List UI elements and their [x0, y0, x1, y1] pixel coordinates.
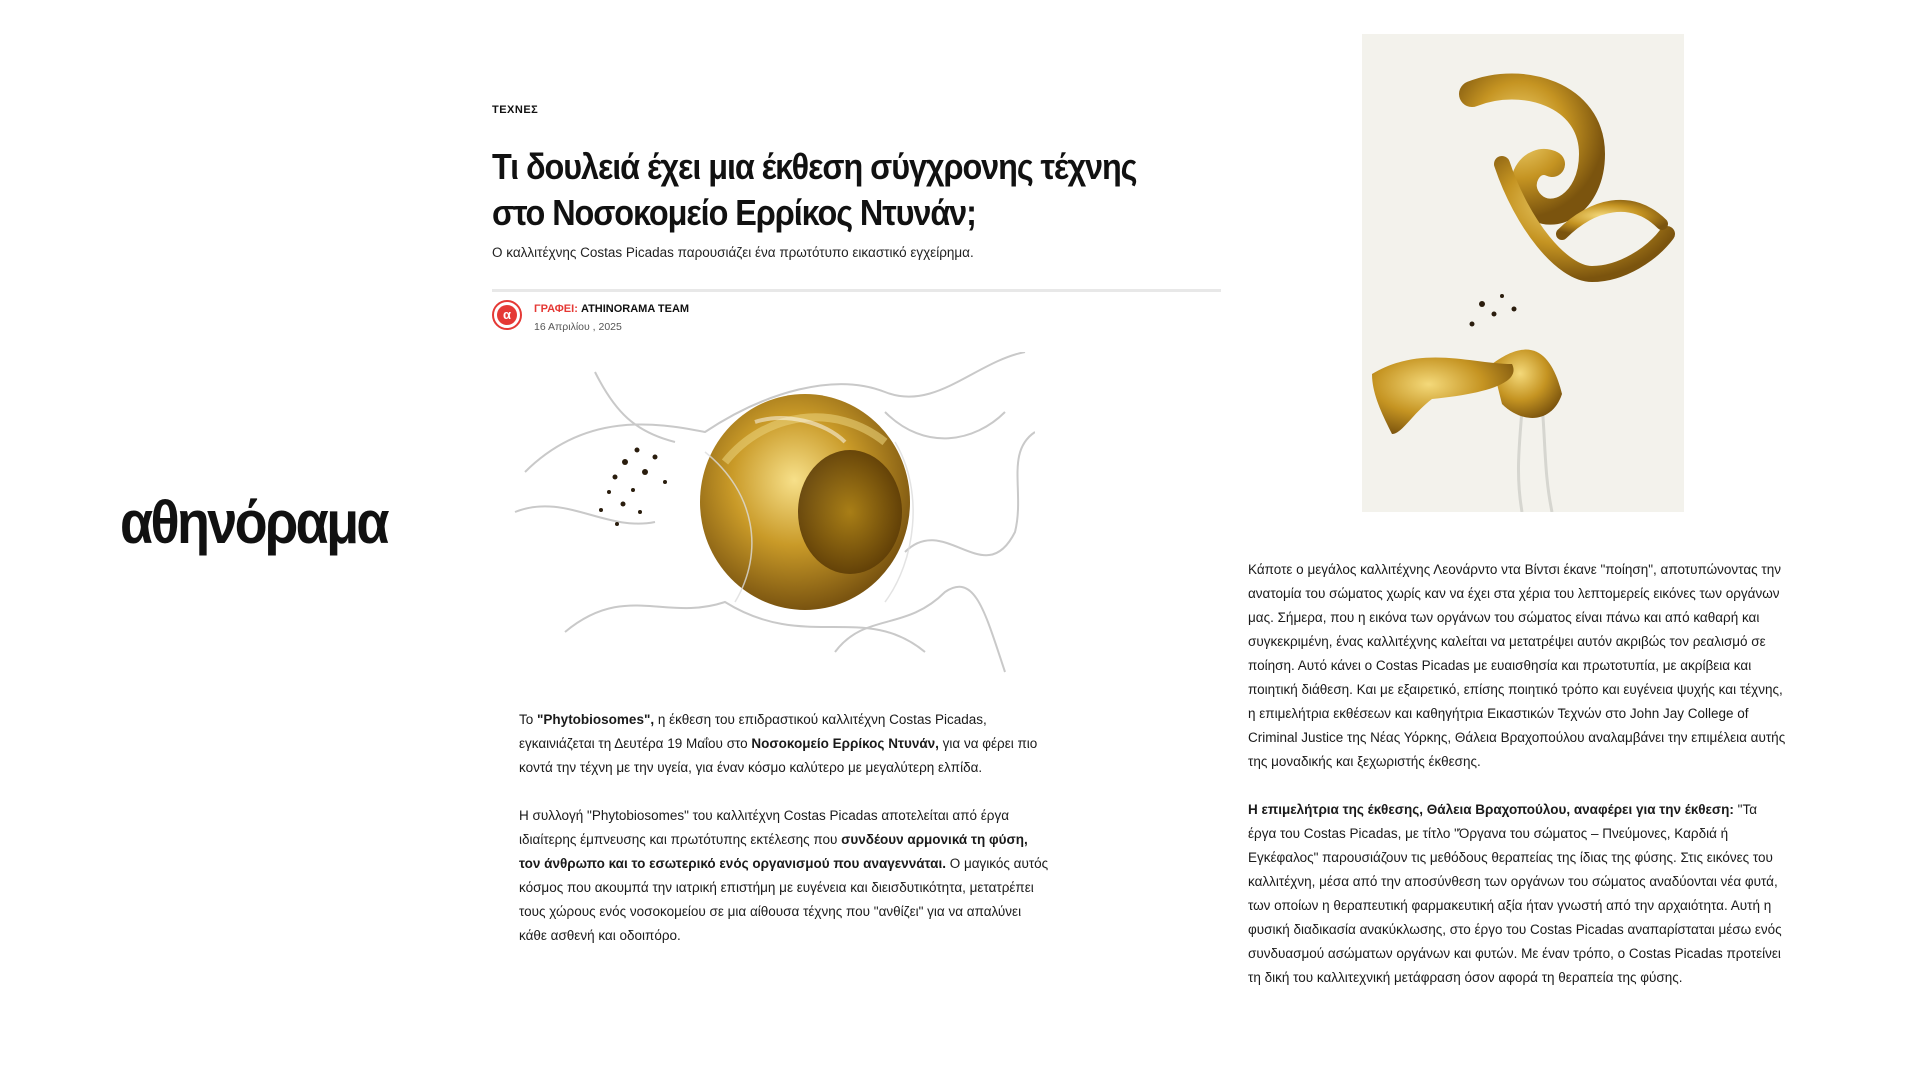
article-body-left [519, 708, 1049, 972]
article-subtitle: Ο καλλιτέχνης Costas Picadas παρουσιάζει ένα πρωτότυπο εικαστικό εγχείρημα. [492, 245, 974, 260]
paragraph: Η επιμελήτρια της έκθεσης, Θάλεια Βραχοπούλου, αναφέρει για την έκθεση: "Τα έργα του Costas Picadas, με τίτλο "Όργανα του σώματος – Πνεύμονες, Καρδιά ή Εγκέφαλος" παρουσιάζουν τις μεθόδους θεραπείας της ίδιας της φύσης. Στις εικόνες του καλλιτέχνη, μέσα από την αποσύνθεση των οργάνων του σώματος αναδύονται νέα φυτά, των οποίων η θεραπευτική φαρμακευτική αξία ήταν γνωστή από την αρχαιότητα. Αυτή η φυσική διαδικασία ανακύκλωσης, στο έργο του Costas Picadas αναπαρίσταται μέσω ενός συνδυασμού ασώματων οργάνων και φυτών. Με έναν τρόπο, ο Costas Picadas προτείνει τη δική του καλλιτεχνική μετάφραση όσον αφορά τη θεραπεία της φύσης. [1248, 802, 1782, 985]
eye-sculpture-image [505, 352, 1035, 680]
byline-author[interactable]: ATHINORAMA TEAM [580, 303, 690, 315]
article-body-right [1248, 558, 1788, 1014]
byline-label: ΓΡΑΦΕΙ: [534, 303, 578, 315]
site-logo[interactable]: αθηνόραμα [120, 489, 387, 556]
paragraph: Κάποτε ο μεγάλος καλλιτέχνης Λεονάρντο ντα Βίντσι έκανε "ποίηση", αποτυπώνοντας την ανατομία του σώματος χωρίς καν να έχει στα χέρια του λεπτομερείς εικόνες των οργάνων μας. Σήμερα, που η εικόνα των οργάνων του σώματος είναι πάνω και από καθαρή και συγκεκριμένη, ένας καλλιτέχνης καλείται να μετατρέψει αυτόν ακριβώς τον ρεαλισμό σε ποίηση. Αυτό κάνει ο Costas Picadas με ευαισθησία και πρωτοτυπία, με ακρίβεια και ποιητική διάθεση. Και με εξαιρετικό, επίσης ποιητικό τρόπο και ευγένεια ψυχής και τέχνης, η επιμελήτρια εκθέσεων και καθηγήτρια Εικαστικών Τεχνών στο John Jay College of Criminal Justice της Νέας Υόρκης, Θάλεια Βραχοπούλου αναλαμβάνει την επιμέλεια αυτής της μοναδικής και ξεχωριστής έκθεσης. [1248, 562, 1786, 769]
ear-sculpture-image [1362, 34, 1684, 512]
author-avatar[interactable] [492, 300, 522, 330]
paragraph: Η συλλογή "Phytobiosomes" του καλλιτέχνη Costas Picadas αποτελείται από έργα ιδιαίτερης έμπνευσης και πρωτότυπης εκτέλεσης που συνδέουν αρμονικά τη φύση, τον άνθρωπο και το εσωτερικό ενός οργανισμού που αναγεννάται. Ο μαγικός αυτός κόσμος που ακουμπά την ιατρική επιστήμη με ευγένεια και διεισδυτικότητα, μετατρέπει τους χώρους ενός νοσοκομείου σε μια αίθουσα τέχνης που "ανθίζει" για να απαλύνει κάθε ασθενή και οδοιπόρο. [519, 808, 1049, 943]
avatar-letter: α [497, 305, 517, 325]
article-category[interactable]: ΤΕΧΝΕΣ [492, 104, 539, 116]
article-title: Τι δουλειά έχει μια έκθεση σύγχρονης τέχνης στο Νοσοκομείο Ερρίκος Ντυνάν; [492, 146, 1137, 233]
divider [492, 289, 1221, 292]
byline [534, 303, 689, 315]
paragraph: Το "Phytobiosomes", η έκθεση του επιδραστικού καλλιτέχνη Costas Picadas, εγκαινιάζεται τη Δευτέρα 19 Μαΐου στο Νοσοκομείο Ερρίκος Ντυνάν, για να φέρει πιο κοντά την τέχνη με την υγεία, για έναν κόσμο καλύτερο με μεγαλύτερη ελπίδα. [519, 712, 1038, 775]
article-date: 16 Απριλίου , 2025 [534, 321, 622, 333]
